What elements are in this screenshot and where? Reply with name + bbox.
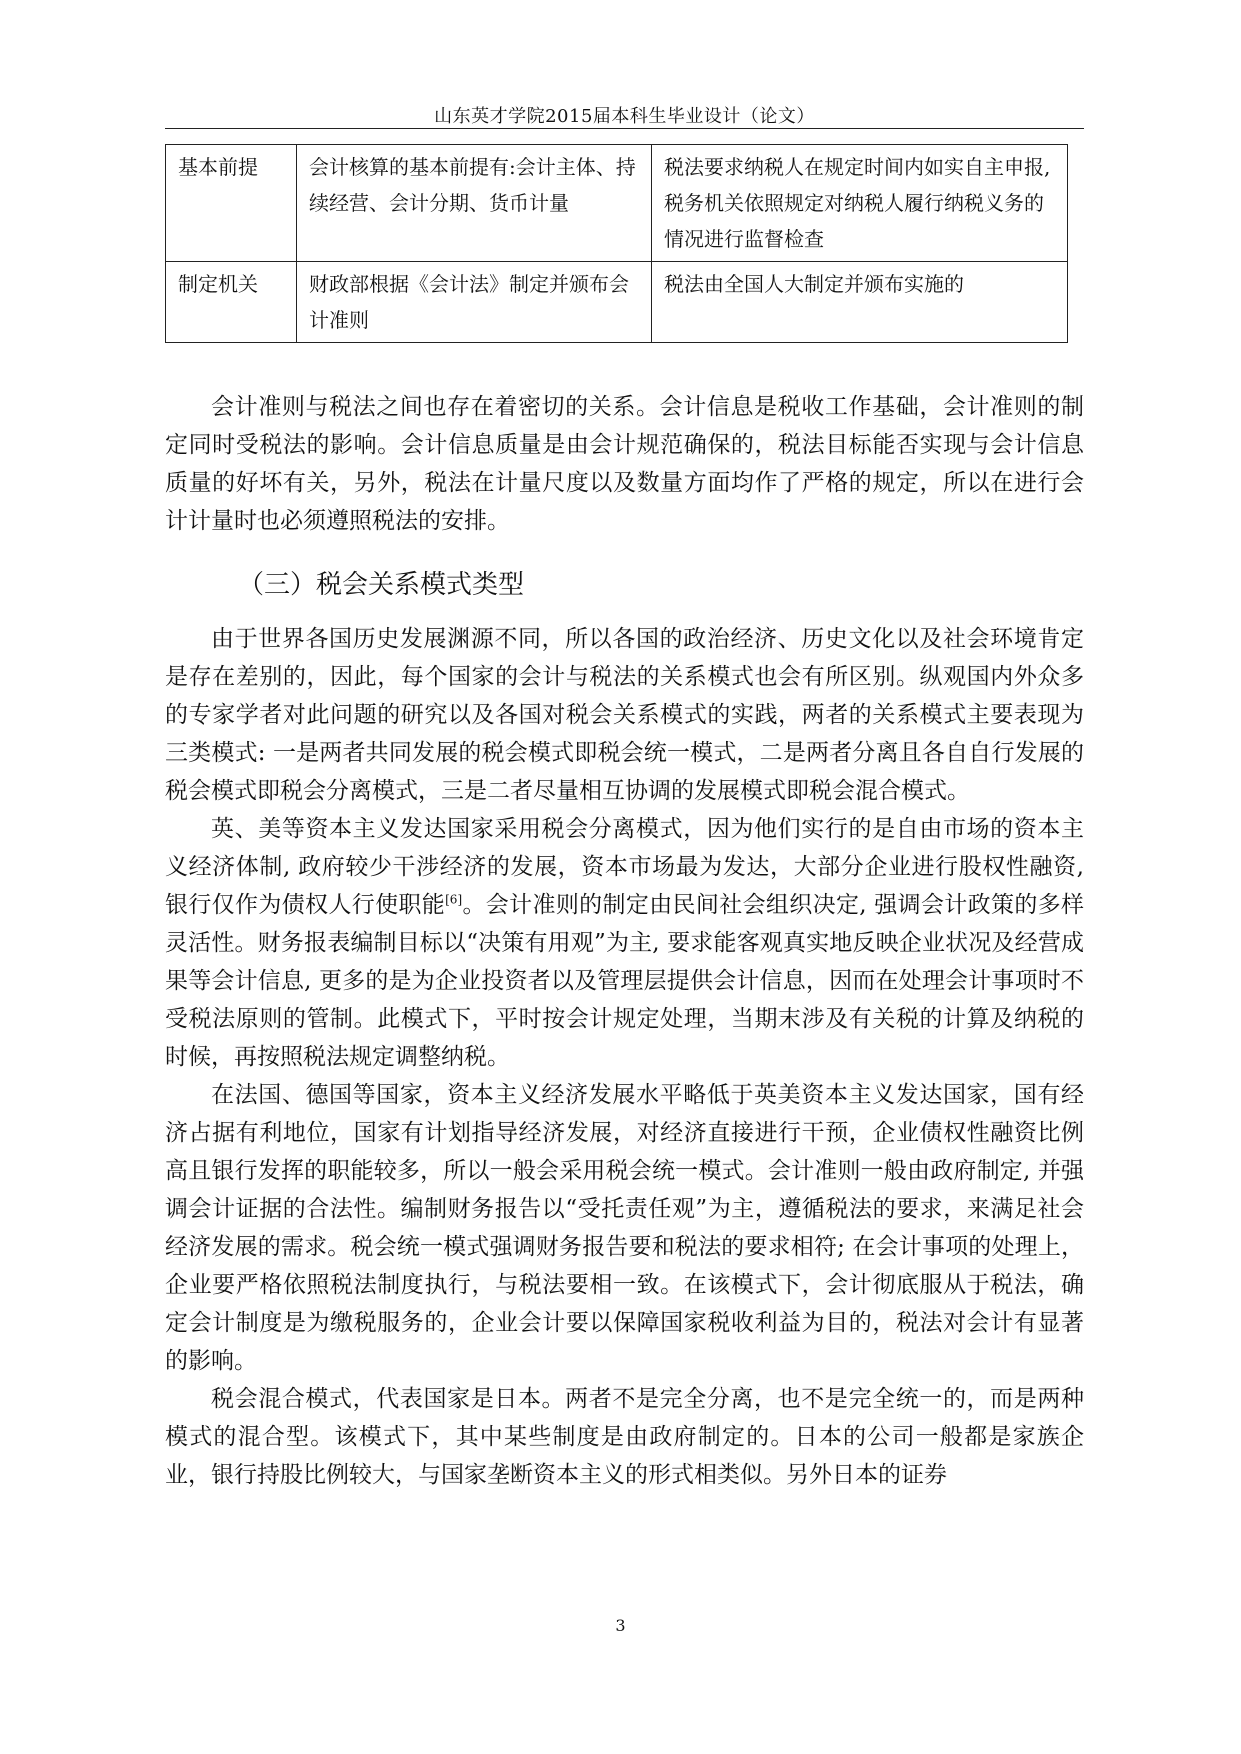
paragraph: 在法国、德国等国家，资本主义经济发展水平略低于英美资本主义发达国家，国有经济占据有利地位，国家有计划指导经济发展，对经济直接进行干预，企业债权性融资比例高且银行发挥的职能较多，所以一般会采用税会统一模式。会计准则一般由政府制定, 并强调会计证据的合法性。编制财务报告以“受托责任观”为主，遵循税法的要求，来满足社会经济发展的需求。税会统一模式强调财务报告要和税法的要求相符; 在会计事项的处理上，企业要严格依照税法制度执行，与税法要相一致。在该模式下，会计彻底服从于税法，确定会计制度是为缴税服务的，企业会计要以保障国家税收利益为目的，税法对会计有显著的影响。 (165, 1082, 1084, 1374)
table-cell-label: 基本前提 (166, 145, 297, 262)
page-header: 山东英才学院2015届本科生毕业设计（论文） (434, 106, 815, 127)
page-number: 3 (615, 1616, 626, 1635)
paragraph: 会计准则与税法之间也存在着密切的关系。会计信息是税收工作基础，会计准则的制定同时受税法的影响。会计信息质量是由会计规范确保的，税法目标能否实现与会计信息质量的好坏有关，另外，税法在计量尺度以及数量方面均作了严格的规定，所以在进行会计计量时也必须遵照税法的安排。 (165, 394, 1084, 534)
paragraph (165, 810, 1084, 1076)
table-cell-tax: 税法由全国人大制定并颁布实施的 (652, 262, 1068, 343)
table-row (166, 145, 1068, 262)
table-cell-accounting: 会计核算的基本前提有:会计主体、持续经营、会计分期、货币计量 (297, 145, 652, 262)
section-title: （三）税会关系模式类型 (238, 570, 525, 600)
table-row (166, 262, 1068, 343)
paragraph-text: 。会计准则的制定由民间社会组织决定, 强调会计政策的多样灵活性。财务报表编制目标以“决策有用观”为主, 要求能客观真实地反映企业状况及经营成果等会计信息, 更多的是为企业投资者以及管理层提供会计信息，因而在处理会计事项时不受税法原则的管制。此模式下，平时按会计规定处理，当期末涉及有关税的计算及纳税的时候，再按照税法规定调整纳税。 (165, 892, 1085, 1070)
paragraph: 由于世界各国历史发展渊源不同，所以各国的政治经济、历史文化以及社会环境肯定是存在差别的，因此，每个国家的会计与税法的关系模式也会有所区别。纵观国内外众多的专家学者对此问题的研究以及各国对税会关系模式的实践，两者的关系模式主要表现为三类模式: 一是两者共同发展的税会模式即税会统一模式，二是两者分离且各自自行发展的税会模式即税会分离模式，三是二者尽量相互协调的发展模式即税会混合模式。 (165, 626, 1084, 804)
citation-marker: [6] (445, 892, 463, 907)
paragraph-text: 英、美等资本主义发达国家采用税会分离模式，因为他们实行的是自由市场的资本主义经济体制, 政府较少干涉经济的发展，资本市场最为发达，大部分企业进行股权性融资, 银行仅作为债权人行使职能 (165, 816, 1084, 918)
paragraph-block-2 (165, 620, 1084, 1494)
comparison-table (165, 144, 1068, 343)
paragraph-block-1 (165, 388, 1084, 540)
table-cell-label: 制定机关 (166, 262, 297, 343)
table-cell-tax: 税法要求纳税人在规定时间内如实自主申报,税务机关依照规定对纳税人履行纳税义务的情况进行监督检查 (652, 145, 1068, 262)
header-rule (165, 128, 1084, 129)
table-cell-accounting: 财政部根据《会计法》制定并颁布会计准则 (297, 262, 652, 343)
paragraph: 税会混合模式，代表国家是日本。两者不是完全分离，也不是完全统一的，而是两种模式的混合型。该模式下，其中某些制度是由政府制定的。日本的公司一般都是家族企业，银行持股比例较大，与国家垄断资本主义的形式相类似。另外日本的证券 (165, 1386, 1084, 1488)
